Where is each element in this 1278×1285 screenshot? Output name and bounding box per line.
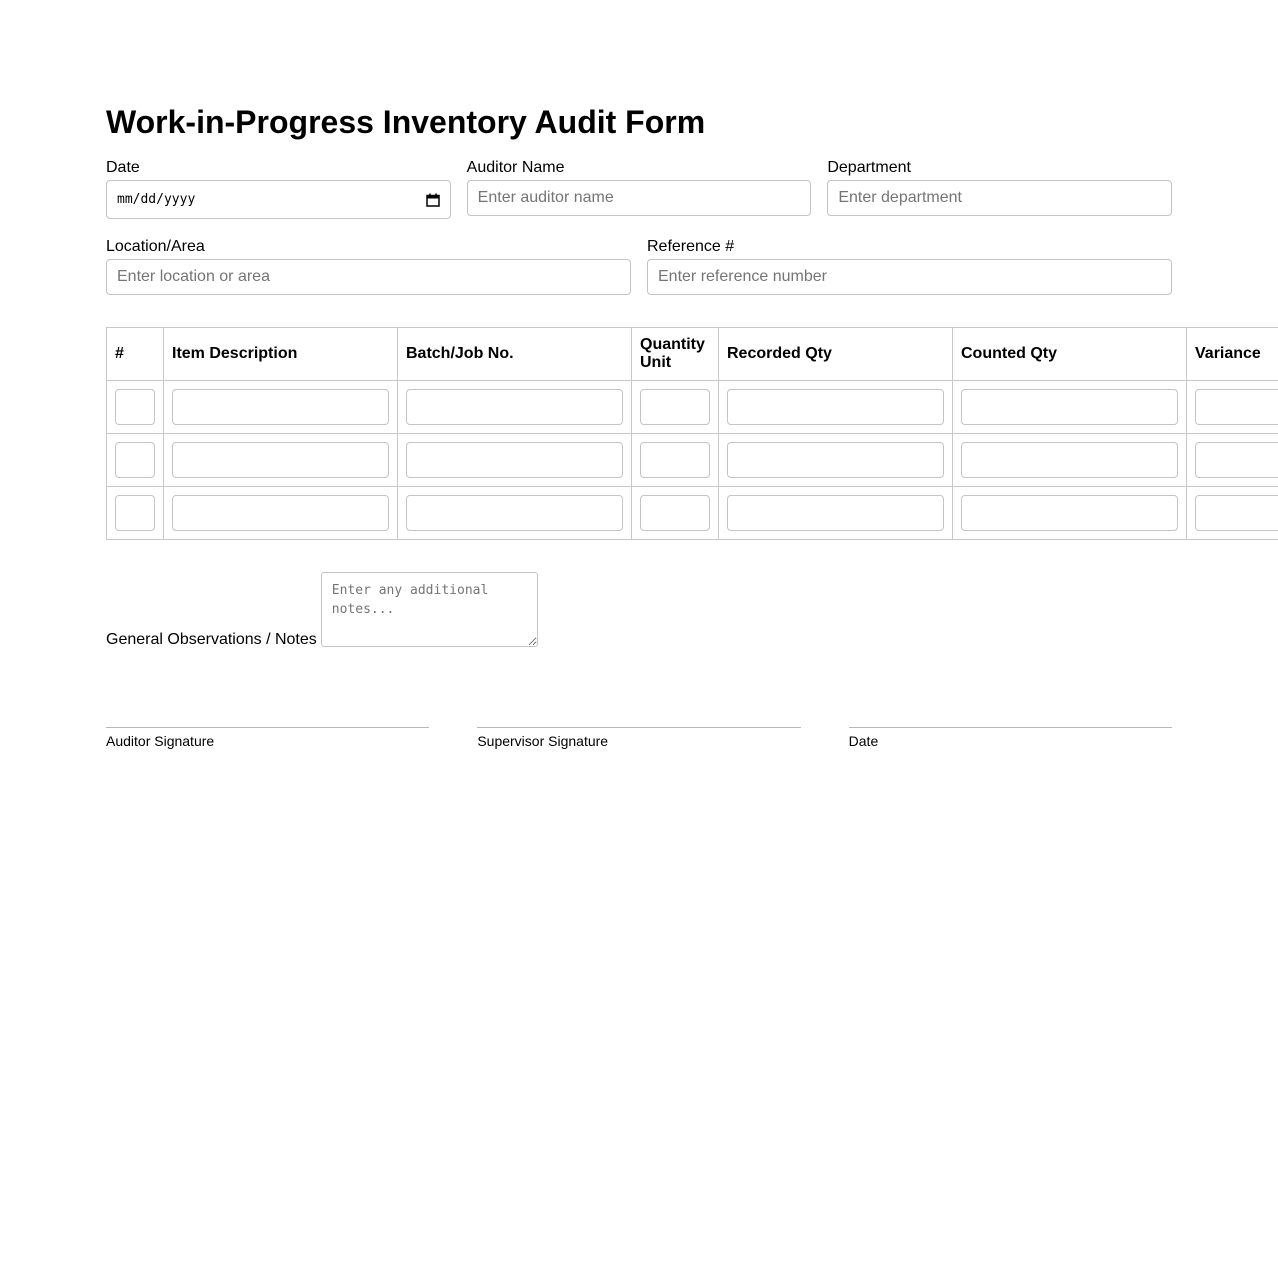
recorded-qty-input[interactable]	[727, 495, 944, 531]
department-field-group	[827, 158, 1172, 219]
recorded-qty-input[interactable]	[727, 389, 944, 425]
batch-job-input[interactable]	[406, 495, 623, 531]
auditor-name-input[interactable]	[467, 180, 812, 216]
auditor-name-field-group	[467, 158, 812, 219]
auditor-name-label: Auditor Name	[466, 159, 565, 176]
location-label: Location/Area	[106, 238, 205, 255]
col-header-batch-job-no: Batch/Job No.	[398, 328, 632, 381]
department-label: Department	[827, 159, 911, 176]
supervisor-signature-line: Supervisor Signature	[477, 727, 800, 750]
variance-input[interactable]	[1195, 442, 1278, 478]
recorded-qty-input[interactable]	[727, 442, 944, 478]
signature-date-line: Date	[849, 727, 1172, 750]
notes-textarea[interactable]	[321, 572, 538, 647]
date-field-group	[106, 158, 451, 219]
counted-qty-input[interactable]	[961, 389, 1178, 425]
row-number-input[interactable]	[115, 442, 155, 478]
table-header-row	[107, 328, 1278, 381]
batch-job-input[interactable]	[406, 442, 623, 478]
date-placeholder: mm/dd/yyyy	[117, 192, 196, 207]
table-body	[107, 381, 1278, 540]
col-header-recorded-qty: Recorded Qty	[719, 328, 953, 381]
counted-qty-input[interactable]	[961, 495, 1178, 531]
variance-input[interactable]	[1195, 495, 1278, 531]
form-row-1	[106, 158, 1172, 219]
quantity-unit-input[interactable]	[640, 389, 710, 425]
counted-qty-input[interactable]	[961, 442, 1178, 478]
quantity-unit-input[interactable]	[640, 442, 710, 478]
location-field-group	[106, 237, 631, 295]
batch-job-input[interactable]	[406, 389, 623, 425]
auditor-signature-line: Auditor Signature	[106, 727, 429, 750]
date-label: Date	[106, 159, 140, 176]
audit-form	[106, 100, 1278, 750]
row-number-input[interactable]	[115, 495, 155, 531]
col-header-number: #	[107, 328, 164, 381]
quantity-unit-input[interactable]	[640, 495, 710, 531]
form-row-2	[106, 237, 1172, 295]
inventory-table	[106, 327, 1278, 540]
department-input[interactable]	[827, 180, 1172, 216]
row-number-input[interactable]	[115, 389, 155, 425]
col-header-quantity-unit: Quantity Unit	[632, 328, 719, 381]
table-row	[107, 487, 1278, 540]
item-description-input[interactable]	[172, 442, 389, 478]
notes-section	[106, 572, 1278, 647]
table-row	[107, 434, 1278, 487]
signature-section	[106, 727, 1172, 750]
calendar-icon[interactable]	[426, 193, 440, 207]
notes-label: General Observations / Notes	[106, 631, 317, 648]
reference-field-group	[647, 237, 1172, 295]
variance-input[interactable]	[1195, 389, 1278, 425]
inventory-table-container	[106, 327, 1278, 540]
col-header-variance: Variance	[1187, 328, 1278, 381]
item-description-input[interactable]	[172, 495, 389, 531]
item-description-input[interactable]	[172, 389, 389, 425]
date-input[interactable]	[106, 180, 451, 219]
location-input[interactable]	[106, 259, 631, 295]
table-row	[107, 381, 1278, 434]
page-title: Work-in-Progress Inventory Audit Form	[106, 104, 706, 140]
col-header-counted-qty: Counted Qty	[953, 328, 1187, 381]
reference-label: Reference #	[647, 238, 735, 255]
col-header-item-description: Item Description	[164, 328, 398, 381]
reference-input[interactable]	[647, 259, 1172, 295]
